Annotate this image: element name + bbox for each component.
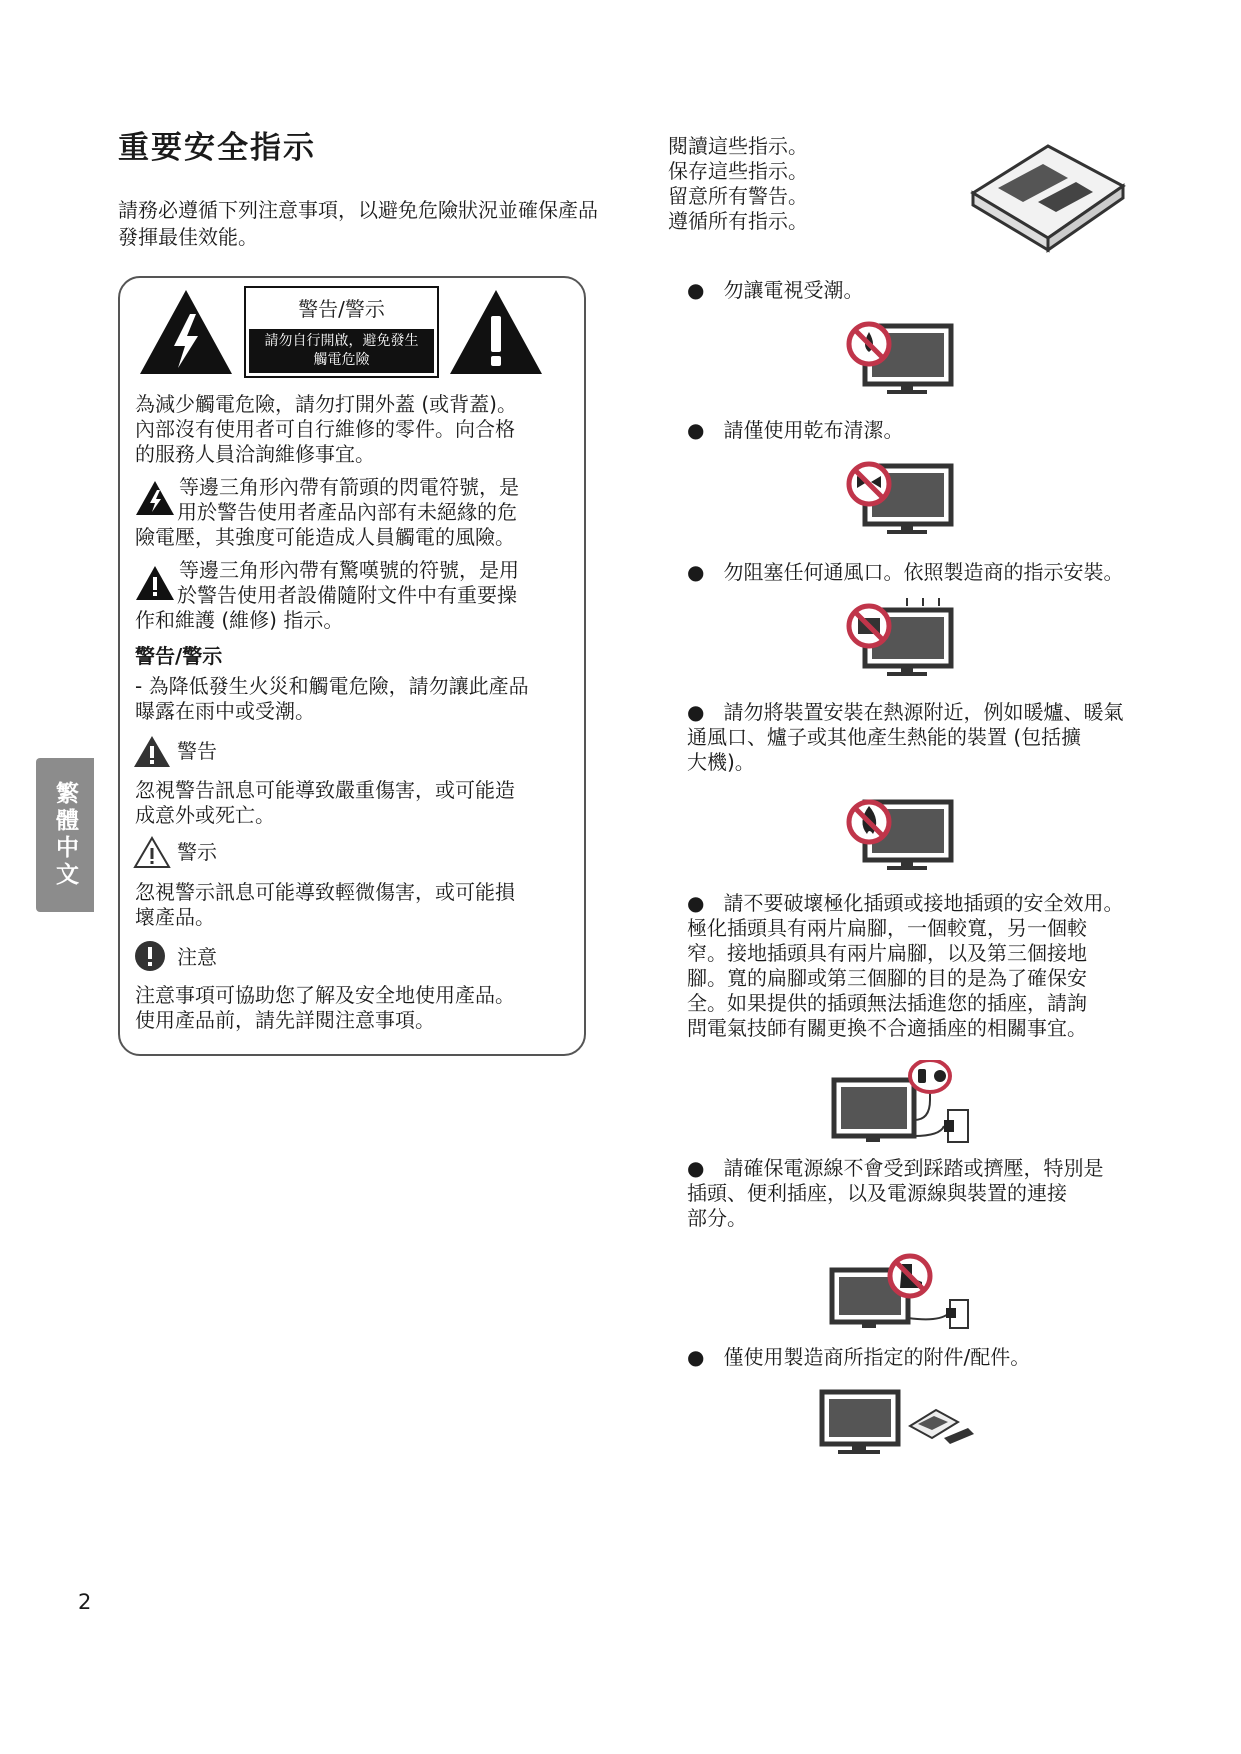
warning-caution-heading: 警告/警示	[135, 644, 223, 668]
note-label-text: 注意	[177, 945, 217, 969]
no-blocked-vents-tv-icon	[845, 596, 955, 678]
note-description: 注意事項可協助您了解及安全地使用產品。 使用產品前，請先詳閱注意事項。	[135, 983, 515, 1032]
exclamation-description: 等邊三角形內帶有驚嘆號的符號，是用 於警告使用者設備隨附文件中有重要操 作和維護 (維修) 指示。	[135, 558, 519, 632]
no-step-on-cord-tv-icon	[828, 1252, 978, 1332]
polarized-plug-tv-icon	[830, 1060, 975, 1150]
warning-label-text: 警告	[177, 739, 217, 763]
instructions-header: 閱讀這些指示。 保存這些指示。 留意所有警告。 遵循所有指示。	[668, 134, 808, 233]
page-number: 2	[78, 1590, 92, 1614]
list-item: ● 勿讓電視受潮。	[687, 278, 864, 302]
warning-filled-triangle-icon	[133, 735, 171, 768]
no-spray-tv-icon	[845, 458, 955, 536]
language-side-tab: 繁體中文	[36, 758, 94, 912]
manual-book-icon	[968, 138, 1128, 253]
intro-text: 請務必遵循下列注意事項，以避免危險狀況並確保產品發揮最佳效能。	[118, 198, 598, 249]
list-item: ● 請僅使用乾布清潔。	[687, 418, 904, 442]
no-water-tv-icon	[845, 318, 955, 396]
caution-outline-triangle-icon	[133, 836, 171, 869]
list-item: ● 僅使用製造商所指定的附件/配件。	[687, 1345, 1031, 1369]
risk-paragraph: 為減少觸電危險，請勿打開外蓋 (或背蓋)。 內部沒有使用者可自行維修的零件。向合格 的服務人員洽詢維修事宜。	[135, 392, 517, 466]
lightning-triangle-icon	[138, 288, 234, 376]
list-item: ● 請不要破壞極化插頭或接地插頭的安全效用。 極化插頭具有兩片扁腳，一個較寬，另一個較 窄。接地插頭具有兩片扁腳，以及第三個接地 腳。寬的扁腳或第三個腳的目的是為了確保安 全。如果提供的插頭無法插進您的插座，請詢 問電氣技師有關更換不合適插座的相關事宜。	[687, 891, 1124, 1040]
list-item: ● 請勿將裝置安裝在熱源附近，例如暖爐、暖氣 通風口、爐子或其他產生熱能的裝置 (包括擴 大機)。	[687, 700, 1124, 774]
fire-shock-text: - 為降低發生火災和觸電危險，請勿讓此產品 曝露在雨中或受潮。	[135, 674, 529, 723]
warning-label-text: 請勿自行開啟，避免發生 觸電危險	[249, 329, 434, 373]
page-title: 重要安全指示	[118, 130, 316, 166]
caution-label-text: 警示	[177, 840, 217, 864]
list-item: ● 勿阻塞任何通風口。依照製造商的指示安裝。	[687, 560, 1124, 584]
warning-label	[244, 286, 439, 378]
warning-label-heading: 警告/警示	[298, 297, 385, 321]
no-heat-source-tv-icon	[845, 794, 955, 874]
accessories-tv-icon	[818, 1386, 983, 1458]
note-circle-icon	[134, 940, 166, 972]
exclamation-triangle-icon	[448, 288, 544, 376]
caution-description: 忽視警示訊息可能導致輕微傷害，或可能損 壞產品。	[135, 880, 515, 929]
list-item: ● 請確保電源線不會受到踩踏或擠壓，特別是 插頭、便利插座，以及電源線與裝置的連接 部分。	[687, 1156, 1104, 1230]
warning-description: 忽視警告訊息可能導致嚴重傷害，或可能造 成意外或死亡。	[135, 778, 515, 827]
lightning-description: 等邊三角形內帶有箭頭的閃電符號，是 用於警告使用者產品內部有未絕緣的危 險電壓，其強度可能造成人員觸電的風險。	[135, 475, 519, 549]
